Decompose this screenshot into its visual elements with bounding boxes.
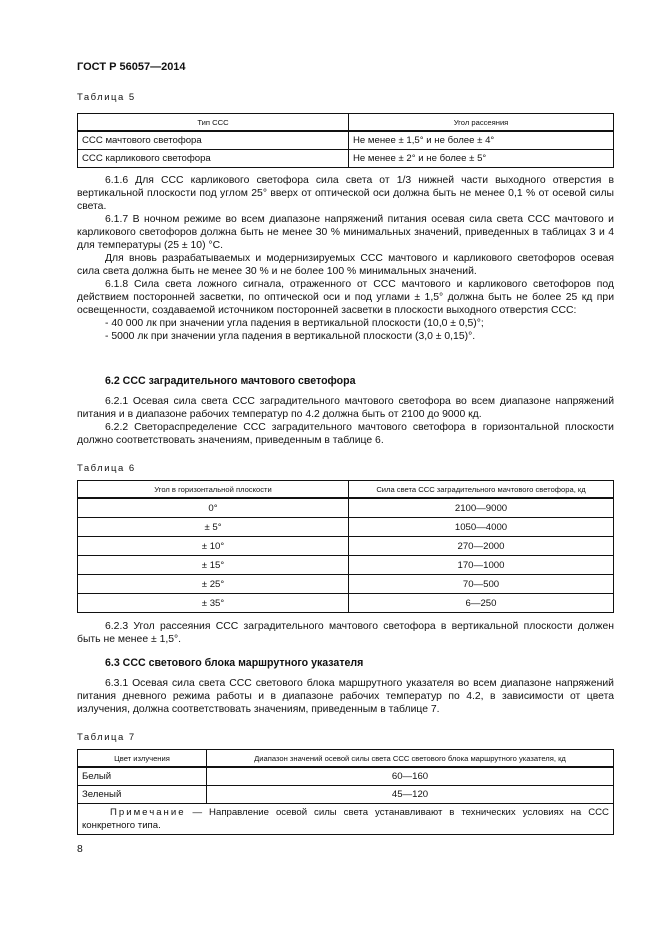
table-cell: 2100—9000 — [349, 498, 614, 518]
table7 — [77, 749, 614, 835]
section-6-3-text — [77, 677, 614, 716]
paragraph-6-2-1: 6.2.1 Осевая сила света ССС заградительного мачтового светофора во всем диапазоне напряжений питания и в диапазоне рабочих температур по 4.2 должна быть от 2100 до 9000 кд. — [77, 396, 614, 420]
section-6-2-text — [77, 395, 614, 447]
table-cell: Зеленый — [78, 786, 207, 804]
table-note-row — [78, 804, 614, 835]
paragraph-6-1-7-b: Для вновь разрабатываемых и модернизируемых ССС мачтового и карликового светофоров осевая сила света должна быть не менее 30 % и не более 100 % минимальных значений. — [77, 253, 614, 277]
note-text: — Направление осевой силы света устанавливают в технических условиях на ССС конкретного типа. — [82, 807, 609, 831]
table5-header: Тип ССС — [78, 114, 349, 132]
list-item: - 5000 лк при значении угла падения в вертикальной плоскости (3,0 ± 0,15)°. — [105, 331, 476, 342]
table-cell: Не менее ± 2° и не более ± 5° — [349, 150, 614, 168]
table-cell: ± 25° — [78, 575, 349, 594]
table-cell: 0° — [78, 498, 349, 518]
table-cell: ± 35° — [78, 594, 349, 613]
table-row — [78, 498, 614, 518]
paragraph-6-1-7: 6.1.7 В ночном режиме во всем диапазоне напряжений питания осевая сила света ССС мачтового и карликового светофоров должна быть не менее 30 % минимальных значений, приведенных в таблицах 3 и 4 для температуры (25 ± 10) °С. — [77, 214, 614, 251]
table6 — [77, 480, 614, 613]
table-row — [78, 537, 614, 556]
table-row — [78, 150, 614, 168]
table-note — [78, 804, 614, 835]
paragraph-6-1-8: 6.1.8 Сила света ложного сигнала, отраженного от ССС мачтового и карликового светофоров под действием посторонней засветки, по оптической оси и под углами ± 1,5° должна быть не более 25 кд при освещенности, создаваемой источником посторонней засветки в плоскости выходного отверстия ССС: — [77, 279, 614, 316]
table-row — [78, 594, 614, 613]
table-cell: 60—160 — [207, 767, 614, 786]
document-id: ГОСТ Р 56057—2014 — [77, 61, 186, 73]
table-cell: 270—2000 — [349, 537, 614, 556]
paragraph-6-3-1: 6.3.1 Осевая сила света ССС светового блока маршрутного указателя во всем диапазоне напряжений питания дневного режима работы и в диапазоне рабочих температур по 4.2, в зависимости от цвета излучения, должна соответствовать значениям, приведенным в таблице 7. — [77, 678, 614, 715]
table-cell: ССС мачтового светофора — [78, 131, 349, 150]
section-heading-6-3: 6.3 ССС светового блока маршрутного указателя — [105, 657, 364, 669]
table-row — [78, 556, 614, 575]
list-item: - 40 000 лк при значении угла падения в вертикальной плоскости (10,0 ± 0,5)°; — [105, 318, 484, 329]
table5 — [77, 113, 614, 168]
page-number: 8 — [77, 844, 83, 855]
table-row — [78, 131, 614, 150]
table-cell: 1050—4000 — [349, 518, 614, 537]
table7-caption: Таблица 7 — [77, 732, 136, 743]
paragraph-6-2-3: 6.2.3 Угол рассеяния ССС заградительного мачтового светофора в вертикальной плоскости должен быть не менее ± 1,5°. — [77, 621, 614, 645]
paragraph-6-2-2: 6.2.2 Светораспределение ССС заградительного мачтового светофора в горизонтальной плоскости должно соответствовать значениям, приведенным в таблице 6. — [77, 422, 614, 446]
table-cell: ± 5° — [78, 518, 349, 537]
table-cell: 6—250 — [349, 594, 614, 613]
table6-header: Сила света ССС заградительного мачтового светофора, кд — [349, 481, 614, 499]
table-row — [78, 786, 614, 804]
table5-caption: Таблица 5 — [77, 92, 136, 103]
table-cell: 70—500 — [349, 575, 614, 594]
table-cell: ± 15° — [78, 556, 349, 575]
table-cell: Белый — [78, 767, 207, 786]
note-label: Примечание — [110, 807, 186, 818]
section-heading-6-2: 6.2 ССС заградительного мачтового светофора — [105, 375, 356, 387]
section-6-1-text — [77, 174, 614, 343]
table-cell: ССС карликового светофора — [78, 150, 349, 168]
table-cell: 45—120 — [207, 786, 614, 804]
table5-header: Угол рассеяния — [349, 114, 614, 132]
table7-header: Диапазон значений осевой силы света ССС светового блока маршрутного указателя, кд — [207, 750, 614, 768]
table7-header: Цвет излучения — [78, 750, 207, 768]
table-row — [78, 767, 614, 786]
table6-caption: Таблица 6 — [77, 463, 136, 474]
table-row — [78, 575, 614, 594]
table-row — [78, 518, 614, 537]
paragraph-6-1-6: 6.1.6 Для ССС карликового светофора сила света от 1/3 нижней части выходного отверстия в вертикальной плоскости под углом 25° вверх от оптической оси должна быть не менее 0,1 % от осевой силы света. — [77, 175, 614, 212]
table-cell: Не менее ± 1,5° и не более ± 4° — [349, 131, 614, 150]
table6-header: Угол в горизонтальной плоскости — [78, 481, 349, 499]
section-6-2-3-text — [77, 620, 614, 646]
table-cell: ± 10° — [78, 537, 349, 556]
table-cell: 170—1000 — [349, 556, 614, 575]
